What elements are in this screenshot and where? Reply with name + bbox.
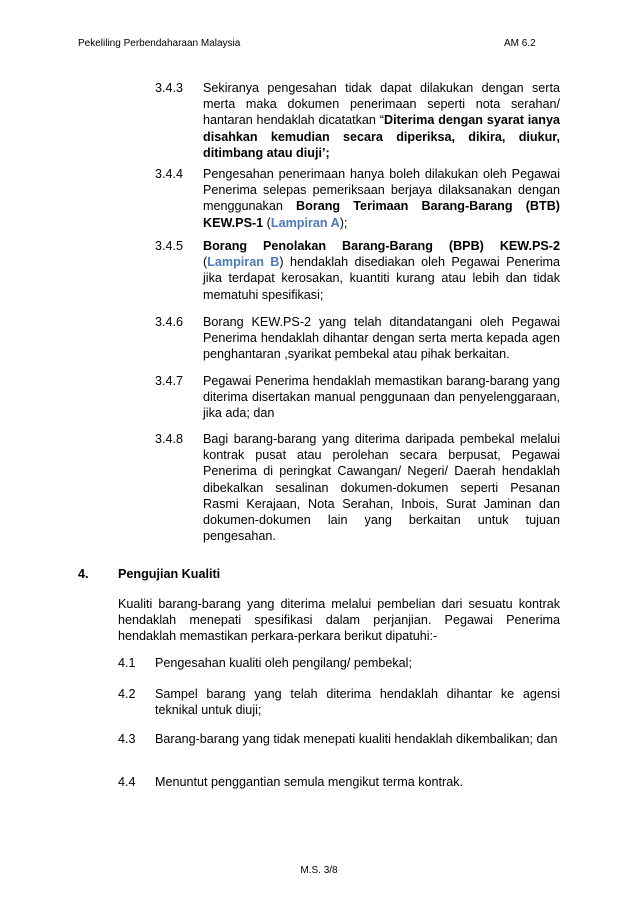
item-text: Pengesahan penerimaan hanya boleh dilakukan oleh Pegawai Penerima selepas pemeriksaan berjaya dilaksanakan dengan menggunakan <box>203 167 560 214</box>
sub-item-text: Pengesahan kualiti oleh pengilang/ pembekal; <box>155 656 412 670</box>
sub-item-number: 4.3 <box>118 732 136 746</box>
section-number: 4. <box>78 567 89 581</box>
item-number: 3.4.7 <box>155 374 184 388</box>
item-text: ); <box>339 215 348 230</box>
item-number: 3.4.8 <box>155 432 184 446</box>
item-number: 3.4.5 <box>155 239 184 253</box>
item-text: ( <box>203 255 208 270</box>
sub-item-number: 4.4 <box>118 775 136 789</box>
sub-item-text: Barang-barang yang tidak menepati kualiti hendaklah dikembalikan; dan <box>155 732 558 746</box>
item-text: Sekiranya pengesahan tidak dapat dilakukan dengan serta merta maka dokumen penerimaan seperti nota serahan/ hantaran hendaklah dicatatkan “ <box>203 81 560 128</box>
item-text: ( <box>263 215 271 230</box>
header-left: Pekeliling Perbendaharaan Malaysia <box>78 38 241 49</box>
header-right: AM 6.2 <box>504 38 536 49</box>
item-number: 3.4.6 <box>155 315 184 329</box>
item-text: ) hendaklah disediakan oleh Pegawai Penerima jika terdapat kerosakan, kuantiti kurang atau lebih dan tidak mematuhi spesifikasi; <box>203 255 561 302</box>
sub-item-text: Sampel barang yang telah diterima hendaklah dihantar ke agensi teknikal untuk diuji; <box>155 687 560 718</box>
lampiran-a-link[interactable]: Lampiran A <box>270 215 340 230</box>
item-3-4-6-text: Borang KEW.PS-2 yang telah ditandatangani oleh Pegawai Penerima hendaklah dihantar dengan serta merta kepada agen penghantaran ,syarikat pembekal atau pihak berkaitan. <box>203 315 560 362</box>
sub-item-text: Menuntut penggantian semula mengikut terma kontrak. <box>155 775 464 789</box>
item-bold-text: Diterima dengan syarat ianya disahkan kemudian secara diperiksa, dikira, diukur, ditimbang atau diuji’; <box>203 113 560 160</box>
section-intro: Kualiti barang-barang yang diterima melalui pembelian dari sesuatu kontrak hendaklah menepati spesifikasi dalam perjanjian. Pegawai Penerima hendaklah memastikan perkara-perkara berikut dipatuhi:- <box>118 597 560 644</box>
item-bold-text: Borang Terimaan Barang-Barang (BTB) KEW.PS-1 <box>203 199 560 230</box>
sub-item-number: 4.2 <box>118 687 136 701</box>
item-3-4-4-text <box>203 166 560 231</box>
lampiran-b-link[interactable]: Lampiran B <box>207 255 280 270</box>
section-title: Pengujian Kualiti <box>118 567 221 581</box>
item-3-4-7-text: Pegawai Penerima hendaklah memastikan barang-barang yang diterima disertakan manual penggunaan dan penyelenggaraan, jika ada; dan <box>203 374 560 421</box>
item-3-4-3-text <box>203 80 560 161</box>
item-3-4-5-text <box>203 238 560 303</box>
item-number: 3.4.3 <box>155 81 184 95</box>
page-number: M.S. 3/8 <box>300 865 338 876</box>
item-3-4-8-text: Bagi barang-barang yang diterima daripada pembekal melalui kontrak pusat atau perolehan secara berpusat, Pegawai Penerima di peringkat Cawangan/ Negeri/ Daerah hendaklah dibekalkan sesalinan dokumen-dokumen seperti Pesanan Rasmi Kerajaan, Nota Serahan, Inbois, Surat Jaminan dan dokumen-dokumen lain yang berkaitan untuk tujuan pengesahan. <box>203 432 560 544</box>
sub-item-number: 4.1 <box>118 656 136 670</box>
item-bold-text: Borang Penolakan Barang-Barang (BPB) KEW.PS-2 <box>203 239 560 253</box>
item-number: 3.4.4 <box>155 167 184 181</box>
